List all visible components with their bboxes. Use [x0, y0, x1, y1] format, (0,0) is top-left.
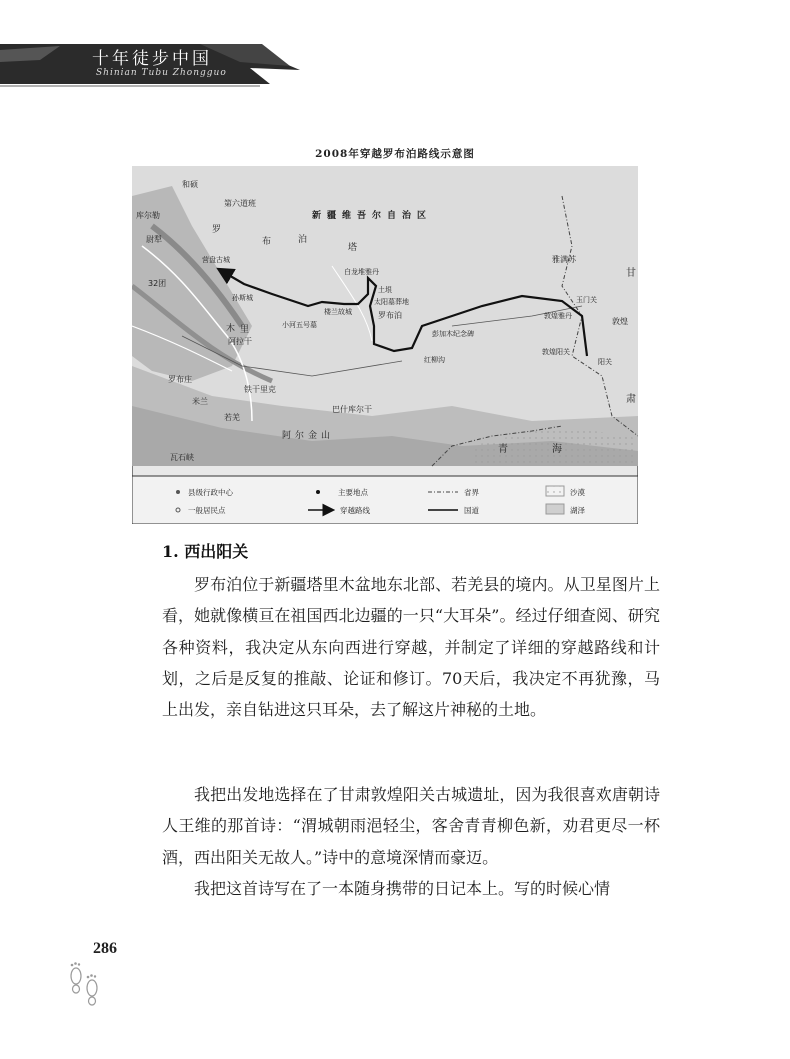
- legend-label: 湖泽: [570, 506, 585, 515]
- map-label: 尉犁: [146, 235, 162, 244]
- section-heading: 1. 西出阳关: [162, 542, 249, 561]
- legend-label: 省界: [464, 488, 479, 497]
- map-label: 营盘古城: [202, 256, 230, 264]
- map-label: 布: [262, 237, 272, 247]
- map-label: 青: [498, 444, 508, 455]
- map-label: 玉门关: [576, 296, 597, 304]
- map-label: 敦煌阳关: [542, 348, 570, 356]
- map-label: 孙斯城: [232, 294, 253, 302]
- page-number: 286: [93, 940, 117, 957]
- footprint-icon: [66, 958, 104, 1010]
- map-label: 阿拉干: [228, 337, 252, 346]
- legend-label: 主要地点: [338, 488, 368, 497]
- map-label: 32团: [148, 279, 167, 288]
- map-label: 瓦石峡: [170, 453, 194, 462]
- map-label: 土垠: [378, 286, 392, 294]
- map-label: 阿尔金山: [282, 431, 335, 441]
- map-label: 和硕: [182, 180, 198, 189]
- legend-label: 国道: [464, 506, 479, 515]
- map-label: 塔: [348, 243, 358, 253]
- map-label: 白龙堆雅丹: [344, 268, 379, 276]
- map-label: 海: [552, 444, 562, 455]
- map-label: 泊: [298, 235, 308, 245]
- legend-label: 一般居民点: [188, 506, 226, 515]
- map-label: 楼兰故城: [324, 308, 352, 316]
- legend-label: 穿越路线: [340, 506, 370, 515]
- map-label: 甘: [626, 268, 636, 279]
- map-label: 库尔勒: [136, 211, 160, 220]
- map-label: 巴什库尔干: [332, 405, 372, 414]
- map-label: 罗布泊: [378, 311, 402, 320]
- map-label: 小河五号墓: [282, 321, 317, 329]
- map-label: 新疆维吾尔自治区: [312, 211, 433, 221]
- paragraph: 我把出发地选择在了甘肃敦煌阳关古城遗址，因为我很喜欢唐朝诗人王维的那首诗：“渭城朝雨浥轻尘，客舍青青柳色新，劝君更尽一杯酒，西出阳关无故人。”诗中的意境深情而豪迈。: [162, 785, 660, 867]
- map-label: 里: [240, 325, 250, 335]
- map-label: 敦煌雅丹: [544, 312, 572, 320]
- map-label: 罗: [212, 225, 222, 235]
- map-label: 阳关: [598, 358, 612, 366]
- map-label: 雅满苏: [552, 255, 576, 264]
- map-title: 2008年穿越罗布泊路线示意图: [315, 148, 475, 160]
- map-label: 米兰: [192, 397, 208, 406]
- map-label: 木: [226, 324, 236, 334]
- legend-label: 沙漠: [570, 488, 585, 497]
- map-label: 太阳墓葬地: [374, 298, 409, 306]
- map-label: 红柳沟: [424, 356, 445, 364]
- map-label: 肃: [626, 394, 636, 405]
- legend-label: 县级行政中心: [188, 488, 233, 497]
- map-label: 第六道班: [224, 199, 256, 208]
- book-subtitle: Shinian Tubu Zhongguo: [96, 68, 227, 78]
- map-label: 罗布庄: [168, 375, 192, 384]
- map-label: 彭加木纪念碑: [432, 330, 474, 338]
- map-label: 若羌: [224, 413, 240, 422]
- paragraph: 罗布泊位于新疆塔里木盆地东北部、若羌县的境内。从卫星图片上看，她就像横亘在祖国西北边疆的一只“大耳朵”。经过仔细查阅、研究各种资料，我决定从东向西进行穿越，并制定了详细的穿越路线和计划，之后是反复的推敲、论证和修订。70天后，我决定不再犹豫，马上出发，亲自钻进这只耳朵，去了解这片神秘的土地。: [162, 575, 660, 720]
- map-label: 铁干里克: [244, 385, 276, 394]
- map-label: 敦煌: [612, 317, 628, 326]
- route-map: [132, 166, 638, 524]
- book-title: 十年徒步中国: [92, 49, 212, 69]
- paragraph: 我把这首诗写在了一本随身携带的日记本上。写的时候心情: [194, 879, 611, 898]
